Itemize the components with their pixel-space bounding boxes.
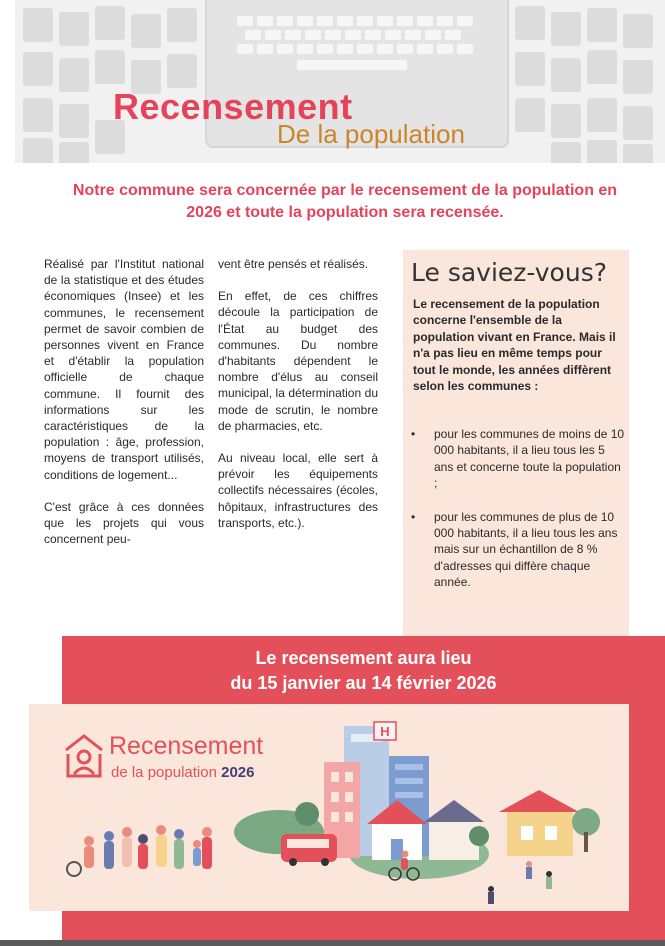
date-banner-line-1: Le recensement aura lieu bbox=[255, 648, 472, 668]
logo-title: Recensement bbox=[109, 732, 264, 760]
text-column-1 bbox=[44, 256, 204, 563]
footer-bar bbox=[0, 940, 665, 946]
date-banner-line-2: du 15 janvier au 14 février 2026 bbox=[230, 673, 497, 693]
saviez-vous-lead: Le recensement de la population concerne l'ensemble de la population vivant en France. Mais il n'a pas lieu en même temps pour tout le monde, les années diffèrent selon les communes : bbox=[413, 297, 616, 394]
header-subtitle: De la population bbox=[277, 119, 465, 149]
census-illustration bbox=[29, 704, 629, 911]
hospital-sign: H bbox=[380, 724, 390, 739]
logo-subtitle-text: de la population bbox=[111, 764, 217, 781]
header-title: Recensement bbox=[113, 86, 353, 127]
logo-subtitle bbox=[111, 764, 254, 781]
column1-paragraph-1: Réalisé par l'Institut national de la statistique et des études économiques (Insee) et les communes, le recensement permet de savoir combien de personnes vivent en France et d'établir la population officielle de chaque commune. Il fournit des informations sur les caractéristiques de la population : âge, profession, moyens de transport utilisés, conditions de logement... bbox=[44, 257, 204, 482]
text-column-2 bbox=[218, 256, 378, 547]
census-logo-icon bbox=[63, 732, 105, 780]
saviez-vous-bullet: • pour les communes de moins de 10 000 habitants, il a lieu tous les 5 ans et concerne toute la population ; bbox=[411, 426, 625, 492]
saviez-vous-list bbox=[411, 426, 625, 608]
column1-paragraph-2: C'est grâce à ces données que les projets qui vous concernent peu- bbox=[44, 499, 204, 547]
intro-text: Notre commune sera concernée par le recensement de la population en 2026 et toute la population sera recensée. bbox=[72, 182, 618, 221]
column2-paragraph-2: En effet, de ces chiffres découle la participation de l'État au budget des communes. Du nombre d'habitants dépendent le nombre d'élus au conseil municipal, la détermination du mode de scrutin, le nombre de pharmacies, etc. bbox=[218, 289, 378, 433]
header-banner bbox=[15, 0, 665, 163]
saviez-vous-panel bbox=[403, 250, 629, 636]
date-banner-text bbox=[62, 646, 665, 696]
column2-paragraph-3: Au niveau local, elle sert à prévoir les équipements collectifs nécessaires (écoles, hôpitaux, infrastructures des transports, etc.). bbox=[218, 451, 378, 530]
saviez-vous-bullet: • pour les communes de plus de 10 000 habitants, il a lieu tous les ans mais sur un échantillon de 8 % d'adresses qui diffère chaque année. bbox=[411, 509, 625, 591]
column2-paragraph-1: vent être pensés et réalisés. bbox=[218, 257, 369, 271]
saviez-vous-title: Le saviez-vous? bbox=[411, 258, 607, 287]
logo-year: 2026 bbox=[221, 764, 255, 781]
